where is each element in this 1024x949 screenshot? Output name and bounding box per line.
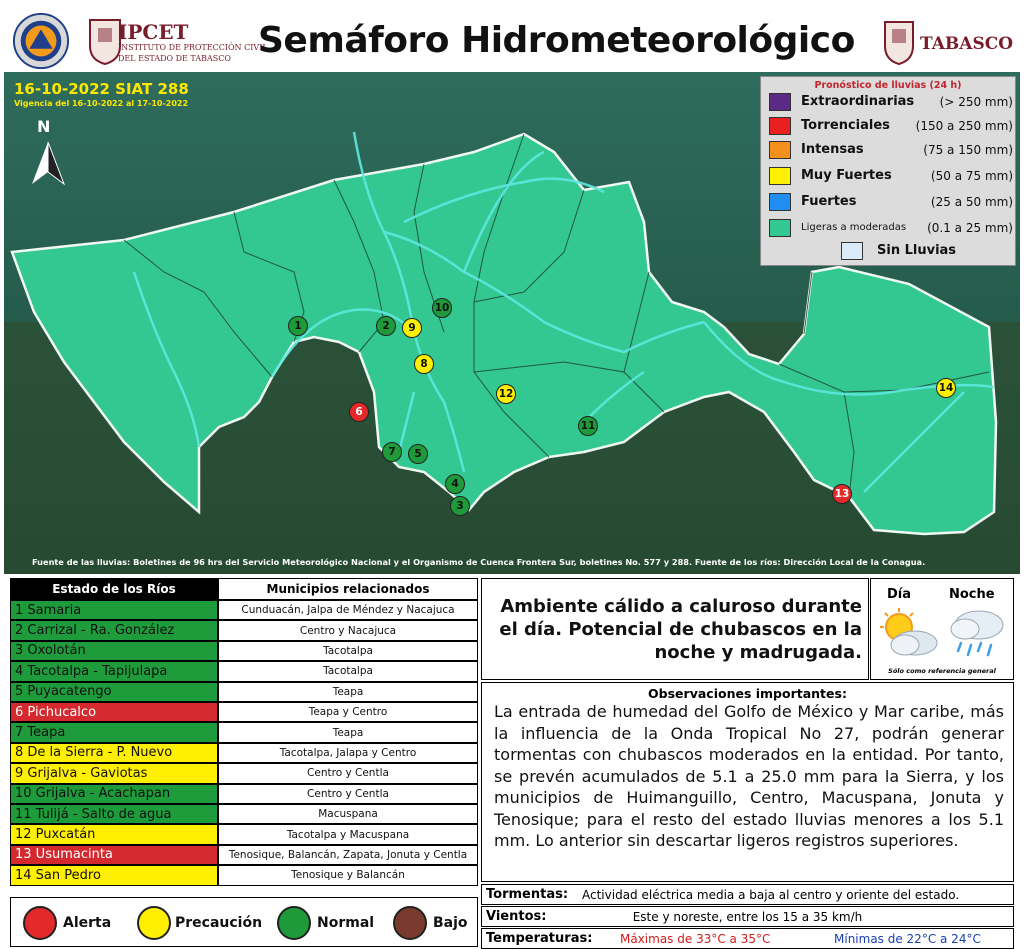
map-panel [4, 72, 1020, 574]
normal-label: Normal [317, 915, 375, 931]
river-marker-7: 7 [382, 442, 402, 462]
river-name: 13 Usumacinta [10, 845, 218, 865]
river-marker-11: 11 [578, 416, 598, 436]
table-row [10, 641, 478, 661]
table-row [10, 661, 478, 681]
river-municipalities: Tenosique, Balancán, Zapata, Jonuta y Centla [218, 845, 478, 865]
legend-item-name: Intensas [801, 142, 864, 157]
page-title: Semáforo Hidrometeorológico [258, 20, 855, 61]
table-row [10, 845, 478, 865]
winds-row [481, 906, 1014, 927]
river-municipalities: Tacotalpa y Macuspana [218, 824, 478, 844]
river-marker-13: 13 [832, 484, 852, 504]
river-name: 1 Samaria [10, 600, 218, 620]
bajo-dot-icon [393, 906, 427, 940]
org-subtitle-2: DEL ESTADO DE TABASCO [118, 54, 231, 63]
legend-item-name: Muy Fuertes [801, 168, 892, 183]
river-municipalities: Tacotalpa, Jalapa y Centro [218, 743, 478, 763]
map-source-note: Fuente de las lluvias: Boletines de 96 hrs del Servicio Meteorológico Nacional y el Organismo de Cuenca Frontera Sur, boletines No. 577 y 288. Fuente de los ríos: Dirección Local de la Conagua. [32, 557, 926, 567]
legend-swatch [769, 141, 791, 159]
river-marker-10: 10 [432, 298, 452, 318]
bajo-label: Bajo [433, 915, 468, 931]
reference-note: Sólo como referencia general [888, 667, 996, 675]
table-row [10, 600, 478, 620]
legend-item [769, 191, 1013, 213]
river-marker-6: 6 [349, 402, 369, 422]
header [0, 0, 1024, 72]
temperatures-label: Temperaturas: [486, 931, 593, 946]
river-name: 6 Pichucalco [10, 702, 218, 722]
state-name: TABASCO [920, 34, 1014, 54]
river-name: 12 Puxcatán [10, 824, 218, 844]
river-marker-12: 12 [496, 384, 516, 404]
legend-item [769, 139, 1013, 161]
rain-cloud-icon [945, 605, 1009, 659]
river-municipalities: Centro y Nacajuca [218, 620, 478, 640]
temperatures-min: Mínimas de 22°C a 24°C [834, 932, 981, 946]
river-marker-8: 8 [414, 354, 434, 374]
civil-protection-logo-icon [12, 12, 70, 70]
legend-item [769, 240, 1013, 262]
temperatures-max: Máximas de 33°C a 35°C [620, 932, 771, 946]
river-name: 10 Grijalva - Acachapan [10, 784, 218, 804]
legend-item-range: (25 a 50 mm) [930, 195, 1013, 209]
status-legend [10, 897, 478, 947]
river-municipalities: Teapa [218, 722, 478, 742]
table-row [10, 784, 478, 804]
river-name: 5 Puyacatengo [10, 682, 218, 702]
winds-value: Este y noreste, entre los 15 a 35 km/h [632, 910, 863, 924]
legend-item [769, 115, 1013, 137]
legend-swatch [769, 167, 791, 185]
river-marker-14: 14 [936, 378, 956, 398]
legend-item-name: Ligeras a moderadas [801, 222, 907, 233]
river-marker-4: 4 [445, 474, 465, 494]
tabasco-seal-icon [882, 18, 916, 66]
storms-value: Actividad eléctrica media a baja al centro y oriente del estado. [582, 888, 960, 902]
river-name: 4 Tacotalpa - Tapijulapa [10, 661, 218, 681]
table-row [10, 865, 478, 885]
river-municipalities: Centro y Centla [218, 763, 478, 783]
river-marker-3: 3 [450, 496, 470, 516]
temperatures-row [481, 928, 1014, 949]
river-marker-5: 5 [408, 444, 428, 464]
river-name: 11 Tulijá - Salto de agua [10, 804, 218, 824]
table-header-state: Estado de los Ríos [10, 578, 218, 600]
precaucion-label: Precaución [175, 915, 263, 931]
legend-swatch [769, 93, 791, 111]
legend-item-name: Fuertes [801, 194, 857, 209]
legend-item-range: (150 a 250 mm) [915, 119, 1013, 133]
table-row [10, 620, 478, 640]
alerta-dot-icon [23, 906, 57, 940]
day-night-box [870, 578, 1014, 680]
observations-box [481, 682, 1014, 882]
org-name: IPCET [118, 20, 189, 44]
legend-item-name: Extraordinarias [801, 94, 915, 109]
river-marker-1: 1 [288, 316, 308, 336]
legend-item-range: (0.1 a 25 mm) [927, 221, 1013, 235]
river-name: 8 De la Sierra - P. Nuevo [10, 743, 218, 763]
legend-swatch [769, 117, 791, 135]
bulletin-validity: Vigencia del 16-10-2022 al 17-10-2022 [14, 99, 189, 108]
table-row [10, 722, 478, 742]
table-row [10, 804, 478, 824]
legend-swatch [769, 219, 791, 237]
river-municipalities: Centro y Centla [218, 784, 478, 804]
normal-dot-icon [277, 906, 311, 940]
river-name: 9 Grijalva - Gaviotas [10, 763, 218, 783]
river-municipalities: Teapa [218, 682, 478, 702]
legend-item-name: Torrenciales [801, 118, 890, 133]
table-header-municipalities: Municipios relacionados [218, 578, 478, 600]
river-municipalities: Cunduacán, Jalpa de Méndez y Nacajuca [218, 600, 478, 620]
legend-item-range: (50 a 75 mm) [930, 169, 1013, 183]
legend-swatch [769, 193, 791, 211]
org-subtitle-1: INSTITUTO DE PROTECCIÓN CIVIL [118, 43, 268, 52]
river-name: 2 Carrizal - Ra. González [10, 620, 218, 640]
river-municipalities: Tenosique y Balancán [218, 865, 478, 885]
river-marker-9: 9 [402, 318, 422, 338]
rain-legend [760, 76, 1016, 266]
table-row [10, 743, 478, 763]
forecast-text: Ambiente cálido a caluroso durante el día. Potencial de chubascos en la noche y madrugada. [499, 596, 862, 663]
table-row [10, 824, 478, 844]
winds-label: Vientos: [486, 909, 547, 924]
north-label: N [37, 117, 51, 136]
bulletin-date: 16-10-2022 SIAT 288 [14, 80, 189, 98]
legend-item [769, 217, 1013, 239]
legend-title: Pronóstico de lluvias (24 h) [814, 80, 962, 91]
legend-item-range: (75 a 150 mm) [923, 143, 1013, 157]
day-label: Día [887, 587, 912, 602]
table-row [10, 763, 478, 783]
night-label: Noche [949, 587, 995, 602]
river-municipalities: Tacotalpa [218, 641, 478, 661]
table-row [10, 682, 478, 702]
river-municipalities: Tacotalpa [218, 661, 478, 681]
river-marker-2: 2 [376, 316, 396, 336]
river-name: 7 Teapa [10, 722, 218, 742]
storms-label: Tormentas: [486, 887, 569, 902]
forecast-box [481, 578, 869, 680]
table-row [10, 702, 478, 722]
river-municipalities: Macuspana [218, 804, 478, 824]
legend-item [769, 91, 1013, 113]
observations-title: Observaciones importantes: [648, 686, 847, 701]
river-name: 3 Oxolotán [10, 641, 218, 661]
alerta-label: Alerta [63, 915, 112, 931]
legend-item-range: (> 250 mm) [939, 95, 1013, 109]
river-municipalities: Teapa y Centro [218, 702, 478, 722]
observations-text: La entrada de humedad del Golfo de México y Mar caribe, más la influencia de la Onda Tropical No 27, podrán generar tormentas con chubascos moderados en la entidad. Por tanto, se prevén acumulados de 5.1 a 25.0 mm para la Sierra, y los municipios de Huimanguillo, Centro, Macuspana, Jonuta y Tenosique; para el resto del estado lluvias menores a los 5.1 mm. Lo anterior sin descartar ligeros registros superiores. [494, 702, 1004, 850]
legend-swatch [841, 242, 863, 260]
storms-row [481, 884, 1014, 905]
legend-item [769, 165, 1013, 187]
river-name: 14 San Pedro [10, 865, 218, 885]
partly-cloudy-sun-icon [877, 607, 939, 659]
precaucion-dot-icon [137, 906, 171, 940]
legend-item-name: Sin Lluvias [877, 243, 957, 258]
